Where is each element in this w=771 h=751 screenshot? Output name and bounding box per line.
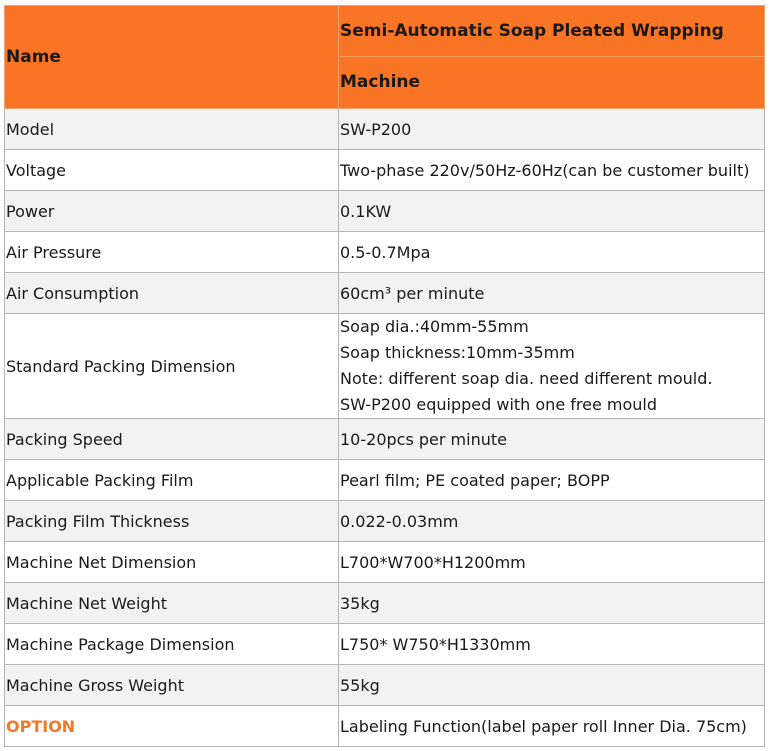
table-row — [5, 150, 765, 191]
value-line: SW-P200 equipped with one free mould — [340, 395, 657, 414]
row-label: Power — [5, 191, 339, 232]
spec-table — [4, 5, 765, 747]
row-value: L700*W700*H1200mm — [339, 542, 765, 583]
row-label: Air Consumption — [5, 273, 339, 314]
table-row — [5, 583, 765, 624]
row-value: 60cm³ per minute — [339, 273, 765, 314]
table-row — [5, 665, 765, 706]
option-label: OPTION — [5, 706, 339, 747]
row-value: SW-P200 — [339, 109, 765, 150]
table-row — [5, 109, 765, 150]
row-value: Labeling Function(label paper roll Inner Dia. 75cm) — [339, 706, 765, 747]
row-value: 0.022-0.03mm — [339, 501, 765, 542]
value-line: Note: different soap dia. need different mould. — [340, 369, 713, 388]
table-row — [5, 460, 765, 501]
row-value: 0.1KW — [339, 191, 765, 232]
row-label: Standard Packing Dimension — [5, 314, 339, 419]
table-header — [5, 6, 765, 109]
row-value: 35kg — [339, 583, 765, 624]
value-line: Soap dia.:40mm-55mm — [340, 317, 529, 336]
row-label: Packing Film Thickness — [5, 501, 339, 542]
row-value-multiline — [339, 314, 765, 419]
machine-title-line-1: Semi-Automatic Soap Pleated Wrapping — [340, 6, 764, 57]
table-row — [5, 706, 765, 747]
name-header-cell — [5, 6, 339, 109]
row-value: Pearl film; PE coated paper; BOPP — [339, 460, 765, 501]
row-label: Packing Speed — [5, 419, 339, 460]
row-label: Machine Net Weight — [5, 583, 339, 624]
machine-title-line-2: Machine — [340, 72, 421, 92]
table-row — [5, 501, 765, 542]
row-label: Applicable Packing Film — [5, 460, 339, 501]
row-value: L750* W750*H1330mm — [339, 624, 765, 665]
table-row — [5, 419, 765, 460]
table-row — [5, 191, 765, 232]
row-label: Air Pressure — [5, 232, 339, 273]
row-value: Two-phase 220v/50Hz-60Hz(can be customer built) — [339, 150, 765, 191]
table-row — [5, 232, 765, 273]
table-row — [5, 624, 765, 665]
value-line: Soap thickness:10mm-35mm — [340, 343, 575, 362]
row-value: 55kg — [339, 665, 765, 706]
row-label: Voltage — [5, 150, 339, 191]
row-value: 10-20pcs per minute — [339, 419, 765, 460]
header-row — [5, 6, 765, 109]
row-label: Machine Net Dimension — [5, 542, 339, 583]
row-value: 0.5-0.7Mpa — [339, 232, 765, 273]
row-label: Machine Gross Weight — [5, 665, 339, 706]
machine-header-cell — [339, 6, 765, 109]
table-row — [5, 314, 765, 419]
row-label: Model — [5, 109, 339, 150]
table-row — [5, 542, 765, 583]
table-row — [5, 273, 765, 314]
name-header-label: Name — [6, 47, 61, 67]
row-label: Machine Package Dimension — [5, 624, 339, 665]
table-body — [5, 109, 765, 747]
